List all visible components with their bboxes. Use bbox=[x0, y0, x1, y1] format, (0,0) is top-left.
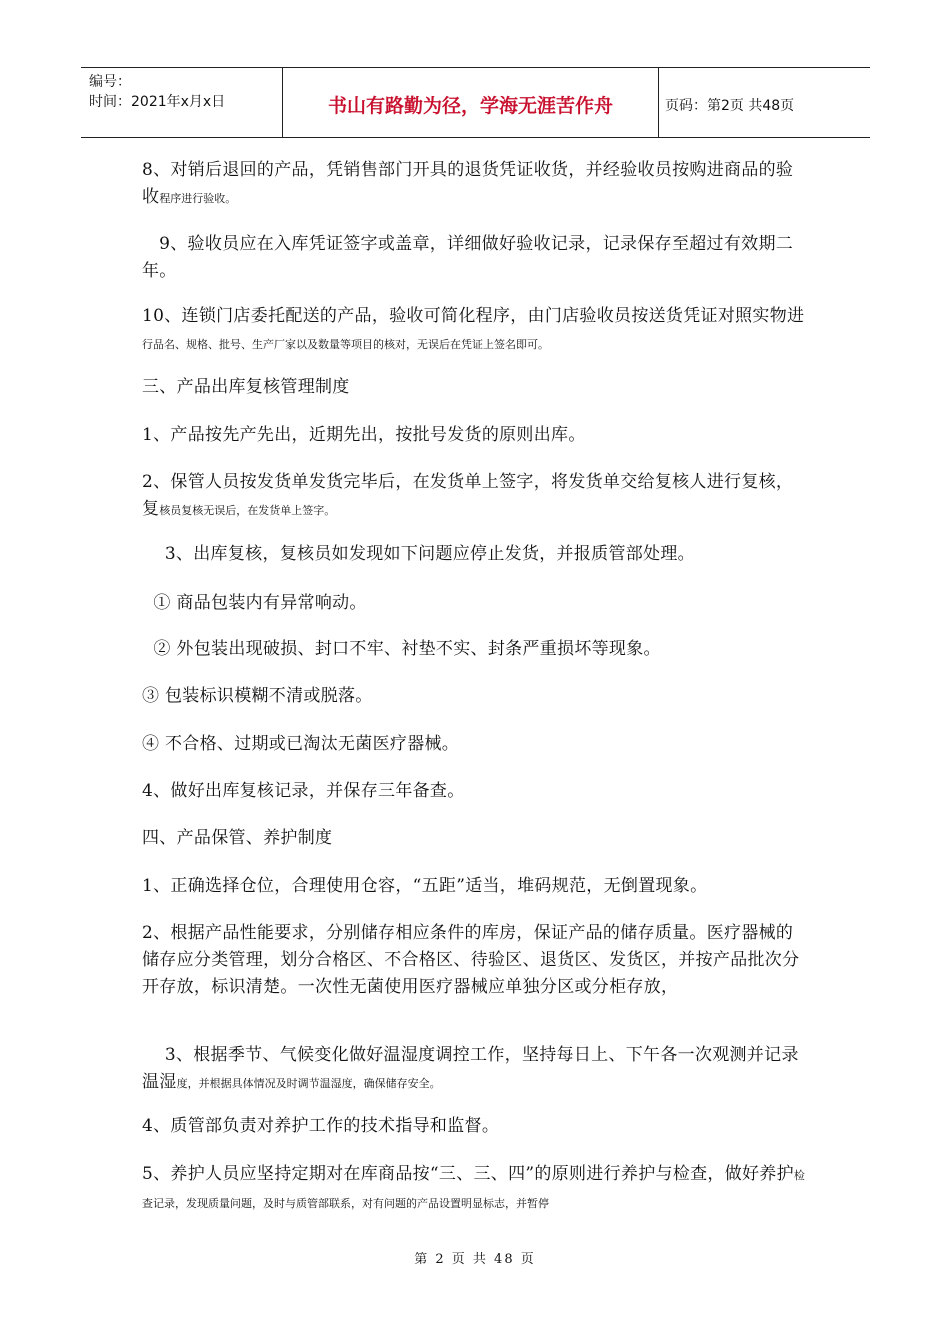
paragraph-item-9: 9、验收员应在入库凭证签字或盖章，详细做好验收记录，记录保存至超过有效期二年。 bbox=[142, 234, 794, 281]
header-motto: 书山有路勤为径，学海无涯苦作舟 bbox=[283, 68, 659, 137]
document-time-label: 时间：2021年x月x日 bbox=[89, 94, 226, 110]
list-item-circled-4: ④ 不合格、过期或已淘汰无菌医疗器械。 bbox=[142, 734, 460, 754]
paragraph-item-8: 8、对销后退回的产品，凭销售部门开具的退货凭证收货，并经验收员按购进商品的验收程序进行验收。 bbox=[142, 160, 794, 207]
list-item-circled-1: ① 商品包装内有异常响动。 bbox=[142, 593, 367, 613]
header-meta bbox=[81, 68, 283, 137]
section-heading-4: 四、产品保管、养护制度 bbox=[142, 828, 333, 848]
paragraph-outbound-1: 1、产品按先产先出，近期先出，按批号发货的原则出库。 bbox=[142, 425, 586, 445]
list-item-circled-2: ② 外包装出现破损、封口不牢、衬垫不实、封条严重损坏等现象。 bbox=[142, 639, 661, 659]
header-page-number: 页码：第2页 共48页 bbox=[665, 97, 795, 114]
paragraph-storage-1: 1、正确选择仓位，合理使用仓容，“五距”适当，堆码规范，无倒置现象。 bbox=[142, 876, 708, 896]
paragraph-storage-4: 4、质管部负责对养护工作的技术指导和监督。 bbox=[142, 1116, 500, 1136]
document-number-label: 编号： bbox=[89, 74, 131, 90]
paragraph-item-10: 10、连锁门店委托配送的产品，验收可简化程序，由门店验收员按送货凭证对照实物进行品名、规格、批号、生产厂家以及数量等项目的核对，无误后在凭证上签名即可。 bbox=[142, 306, 805, 351]
list-item-circled-3: ③ 包装标识模糊不清或脱落。 bbox=[142, 686, 373, 706]
paragraph-outbound-2: 2、保管人员按发货单发货完毕后，在发货单上签字，将发货单交给复核人进行复核，复核员复核无误后，在发货单上签字。 bbox=[142, 472, 794, 519]
page-header bbox=[81, 67, 870, 138]
paragraph-storage-2: 2、根据产品性能要求，分别储存相应条件的库房，保证产品的储存质量。医疗器械的储存应分类管理，划分合格区、不合格区、待验区、退货区、发货区，并按产品批次分开存放，标识清楚。一次性无菌使用医疗器械应单独分区或分柜存放， bbox=[142, 923, 800, 997]
page-footer: 第 2 页 共 48 页 bbox=[414, 1252, 536, 1267]
paragraph-storage-3: 3、根据季节、气候变化做好温湿度调控工作，坚持每日上、下午各一次观测并记录温湿度，并根据具体情况及时调节温湿度，确保储存安全。 bbox=[142, 1045, 799, 1092]
paragraph-outbound-3: 3、出库复核，复核员如发现如下问题应停止发货，并报质管部处理。 bbox=[142, 544, 695, 564]
paragraph-storage-5: 5、养护人员应坚持定期对在库商品按“三、三、四”的原则进行养护与检查，做好养护检查记录，发现质量问题，及时与质管部联系，对有问题的产品设置明显标志，并暂停 bbox=[142, 1164, 805, 1210]
paragraph-outbound-4: 4、做好出库复核记录，并保存三年备查。 bbox=[142, 781, 465, 801]
section-heading-3: 三、产品出库复核管理制度 bbox=[142, 377, 350, 397]
